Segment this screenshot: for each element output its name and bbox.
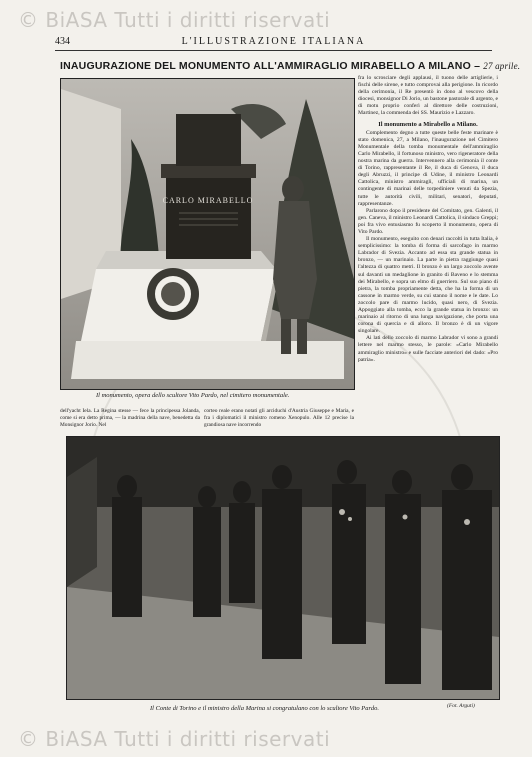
ceremony-caption: Il Conte di Torino e il ministro della Marina si congratulano con lo scultore Vito Pardo. [150, 705, 379, 712]
running-head: L'ILLUSTRAZIONE ITALIANA [181, 36, 366, 47]
watermark-top: © BiASA Tutti i diritti riservati [18, 8, 331, 32]
ceremony-photo [66, 436, 500, 700]
article-headline: INAUGURAZIONE DEL MONUMENTO ALL'AMMIRAGLIO MIRABELLO A MILANO – 27 aprile. [60, 60, 521, 72]
article-lead: fra lo scrosciare degli applausi, il tuono delle artiglierie, i fischi delle sirene, e tutto comprovai alla perigione. In ricordo della cerimonia, il Re presentò in dono al vescovo della diocesi, monsignor Di Jorio, un bastone pastorale di argento, e di motu proprio conferì al direttore delle costruzioni, Martinez, la commenda dei SS. Maurizio e Lazzaro. [358, 75, 498, 117]
headline-date: 27 aprile. [483, 61, 521, 71]
watermark-bottom: © BiASA Tutti i diritti riservati [18, 727, 331, 751]
header-rule [55, 50, 492, 51]
article-subhead: Il monumento a Mirabello a Milano. [378, 120, 478, 128]
article-fragment-middle: corteo reale erano notati gli arciduchi d'Austria Giuseppe e Maria, e fra i diplomatici il ministro romeno Xenopulo. Alle 12 precise la grandiosa nave incorrendo [204, 408, 354, 428]
photo-credit: (Fot. Arguti) [447, 703, 475, 709]
ceremony-illustration [67, 437, 499, 699]
article-column-right [358, 75, 498, 420]
page-number: 434 [55, 36, 70, 47]
article-paragraph-1: Complemento degno a tutte queste belle feste marinare è stato domenica, 27, a Milano, l'inaugurazione nel Cimitero Monumentale della tomba monumentale dell'ammiraglio Carlo Mirabello, il fortunoso ministro, vero rigeneratore della nostra marina da guerra. Intervennero alla cerimonia il conte di Torino, rappresentante il Re, il duca di Genova, il duca degli Abruzzi, il principe di Udine, il ministro Leonardi Cattolica, ministro ammiragli, ufficiali di marina, un contingente di marinai delle torpediniere venuti da Spezia, tutte le autorità civili, militari, senatori, deputati, rappresentanze. [358, 129, 498, 207]
article-fragment-left: dell'yacht Iela. La Regina stesse — fece la principessa Jolanda, come si era detto prima, — la madrina della nave, benedetta da Monsignor Jorio. Nel [60, 408, 200, 428]
monument-illustration [61, 79, 354, 389]
monument-photo [60, 78, 355, 390]
monument-caption: Il monumento, opera dello scultore Vito Pardo, nel cimitero monumentale. [96, 392, 290, 399]
article-paragraph-2: Parlarono dopo il presidente del Comitato, gen. Galenti, il gen. Caneva, il ministro Leonardi Cattolica, il sindaco Greppi; poi fra vivo entusiasmo fu scoperto il monumento, opera di Vito Pardo. [358, 207, 498, 235]
article-paragraph-3: Il monumento, eseguito con denari raccolti in tutta Italia, è semplicissimo: la tomba di forma di sarcofago in marmo Labrador di Svezia. Accanto ad essa sta grande statua in bronzo, — un marinaio. La parte in pietra raggiunge quasi l'altezza di quattro metri. Il bronzo è un largo zoccolo avente sul davanti un medaglione in granito di Baveno e lo stemma dei Mirabello, e sopra un elmo di guerriero. Sul suo piano di pietra, la tomba propriamente detta, che ha la forma di un cassone in marmo verde, su cui stanno il nome e le date. Lo zoccolo pare di marmo lucido, quasi nero, di Svezia. Appoggiato alla tomba, ecco la grande statua in bronzo: un marinaio al ritorno di una lunga navigazione, che porta una corona di quercia e di alloro. Il bronzo è di un vigore singolare. [358, 236, 498, 335]
headline-text: INAUGURAZIONE DEL MONUMENTO ALL'AMMIRAGLIO MIRABELLO A MILANO [60, 60, 471, 72]
article-paragraph-4: Ai lati dello zoccolo di marmo Labrador vi sono a grandi lettere nel marmo stesso, le parole: «Carlo Mirabello ammiraglio ministro» e sulle facciate anteriori del dado: «Pro patria». [358, 335, 498, 363]
plaque-text: CARLO MIRABELLO [162, 196, 254, 205]
